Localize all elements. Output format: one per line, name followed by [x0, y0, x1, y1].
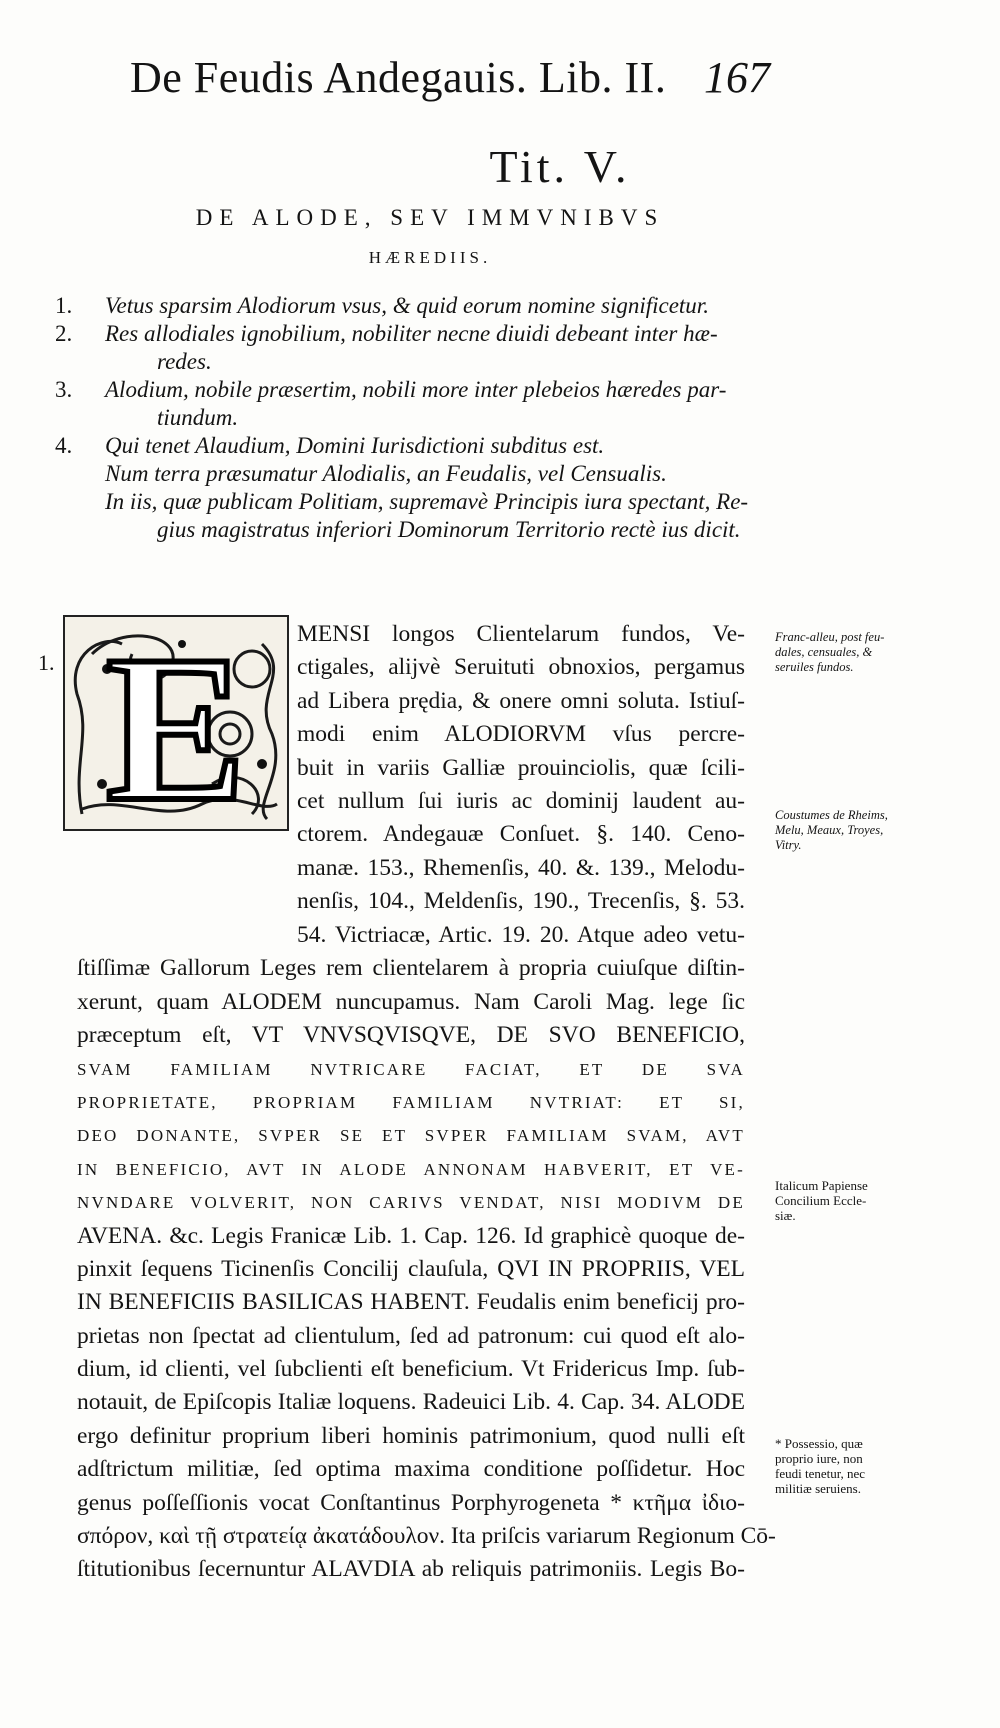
note-line: proprio iure, non [775, 1451, 863, 1466]
summary-line [55, 292, 775, 320]
note-line: Vitry. [775, 838, 802, 852]
summary-text: Num terra præsumatur Alodialis, an Feudalis, vel Censualis. [105, 461, 667, 486]
summary-text: gius magistratus inferiori Dominorum Territorio rectè ius dicit. [157, 517, 741, 542]
summary-line [55, 376, 775, 404]
body-text-full-width [77, 919, 776, 1587]
summary-line [55, 432, 775, 460]
margin-note-papiense [775, 1178, 975, 1223]
body-line: SVAM FAMILIAM NVTRICARE FACIAT, ET DE SVA [77, 1059, 745, 1079]
summary-text: Res allodiales ignobilium, nobiliter necne diuidi debeant inter hæ- [105, 321, 718, 346]
note-line: militiæ seruiens. [775, 1481, 861, 1496]
chapter-summary [55, 292, 775, 544]
section-number: 1. [38, 650, 55, 675]
ornamental-dropcap [62, 614, 290, 832]
note-line: siæ. [775, 1208, 796, 1223]
summary-number: 1. [55, 293, 73, 318]
body-line: adſtrictum militiæ, ſed optima maxima conditione poſſidetur. Hoc [77, 1456, 745, 1483]
summary-text: Qui tenet Alaudium, Domini Iurisdictioni subditus est. [105, 433, 605, 458]
body-line: σπόρον, καὶ τῇ στρατείᾳ ἀκατάδουλον. Ita priſcis variarum Regionum Cō- [77, 1523, 776, 1550]
body-line: pinxit ſequens Ticinenſis Concilij clauſula, QVI IN PROPRIIS, VEL [77, 1255, 745, 1282]
body-line: PROPRIETATE, PROPRIAM FAMILIAM NVTRIAT: ET SI, [77, 1092, 745, 1112]
summary-number: 4. [55, 433, 73, 458]
note-line: * Possessio, quæ [775, 1436, 863, 1451]
summary-text: tiundum. [157, 405, 239, 430]
body-line: ſtiſſimæ Gallorum Leges rem clientelarem à propria cuiuſque diſtin- [77, 955, 745, 982]
body-line: ctorem. Andegauæ Conſuet. §. 140. Ceno- [297, 821, 745, 848]
body-line: NVNDARE VOLVERIT, NON CARIVS VENDAT, NISI MODIVM DE [77, 1193, 745, 1213]
summary-text: redes. [157, 349, 212, 374]
summary-line [55, 488, 775, 516]
summary-line [55, 348, 775, 376]
body-line: MENSI longos Clientelarum fundos, Ve- [297, 621, 745, 647]
chapter-subtitle-line1: DE ALODE, SEV IMMVNIBVS [195, 205, 665, 230]
body-line: buit in variis Galliæ prouinciolis, quæ ſcili- [297, 754, 745, 781]
body-line: nenſis, 104., Meldenſis, 190., Trecenſis, §. 53. [297, 888, 745, 915]
dropcap-letter: E [105, 614, 247, 832]
body-line: modi enim ALODIORVM vſus percre- [297, 721, 745, 748]
body-line: 54. Victriacæ, Artic. 19. 20. Atque adeo vetu- [297, 922, 745, 948]
summary-text: In iis, quæ publicam Politiam, supremavè Principis iura spectant, Re- [105, 489, 749, 514]
body-line: notauit, de Epiſcopis Italiæ loquens. Radeuici Lib. 4. Cap. 34. ALODE [77, 1389, 745, 1416]
body-line: IN BENEFICIIS BASILICAS HABENT. Feudalis enim beneficij pro- [77, 1289, 745, 1316]
body-line: ergo definitur proprium liberi hominis patrimonium, quod nulli eſt [77, 1422, 745, 1449]
note-line: dales, censuales, & [775, 645, 873, 659]
body-line: ctigales, alijvè Seruituti obnoxios, pergamus [297, 654, 745, 681]
summary-number: 3. [55, 377, 73, 402]
body-line: xerunt, quam ALODEM nuncupamus. Nam Caroli Mag. lege ſic [77, 988, 745, 1015]
summary-line [55, 404, 775, 432]
note-line: seruiles fundos. [775, 660, 854, 674]
summary-text: Alodium, nobile præsertim, nobili more inter plebeios hæredes par- [105, 377, 727, 402]
note-line: Franc-alleu, post feu- [775, 630, 885, 644]
note-line: Concilium Eccle- [775, 1193, 867, 1208]
note-line: Melu, Meaux, Troyes, [775, 823, 884, 837]
chapter-title-text: Tit. V. [489, 141, 631, 192]
summary-text: Vetus sparsim Alodiorum vsus, & quid eorum nomine significetur. [105, 293, 709, 318]
body-line: IN BENEFICIO, AVT IN ALODE ANNONAM HABVERIT, ET VE- [77, 1159, 745, 1179]
body-line: prietas non ſpectat ad clientulum, ſed ad patronum: cui quod eſt alo- [77, 1322, 745, 1349]
chapter-title [0, 140, 1000, 193]
chapter-subtitle-line2: HÆREDIIS. [368, 248, 492, 267]
body-line: ſtitutionibus ſecernuntur ALAVDIA ab reliquis patrimoniis. Legis Bo- [77, 1556, 745, 1583]
running-head [130, 52, 770, 112]
body-line: ad Libera prędia, & onere omni soluta. Istiuſ- [297, 687, 745, 714]
running-title: De Feudis Andegauis. Lib. II. [130, 53, 667, 102]
summary-line [55, 320, 775, 348]
note-line: Italicum Papiense [775, 1178, 868, 1193]
body-line: præceptum eſt, VT VNVSQVISQVE, DE SVO BENEFICIO, [77, 1022, 745, 1049]
body-text-beside-dropcap [297, 618, 745, 919]
margin-note-possessio [775, 1436, 975, 1496]
body-line: dium, id clienti, vel ſubclienti eſt beneficium. Vt Fridericus Imp. ſub- [77, 1356, 745, 1383]
body-line: genus poſſeſſionis vocat Conſtantinus Porphyrogeneta * κτῆμα ἰδιο- [77, 1489, 745, 1516]
summary-number: 2. [55, 321, 73, 346]
note-line: Coustumes de Rheims, [775, 808, 888, 822]
page-number: 167 [704, 53, 770, 102]
summary-line [55, 460, 775, 488]
note-line: feudi tenetur, nec [775, 1466, 866, 1481]
margin-note-franc-alleu [775, 630, 975, 675]
body-line: DEO DONANTE, SVPER SE ET SVPER FAMILIAM SVAM, AVT [77, 1126, 745, 1146]
body-line: cet nullum ſui iuris ac dominij laudent au- [297, 787, 745, 814]
margin-note-coustumes [775, 808, 975, 853]
body-line: AVENA. &c. Legis Franicæ Lib. 1. Cap. 126. Id graphicè quoque de- [77, 1222, 745, 1249]
summary-line [55, 516, 775, 544]
body-line: manæ. 153., Rhemenſis, 40. &. 139., Melodu- [297, 854, 745, 881]
